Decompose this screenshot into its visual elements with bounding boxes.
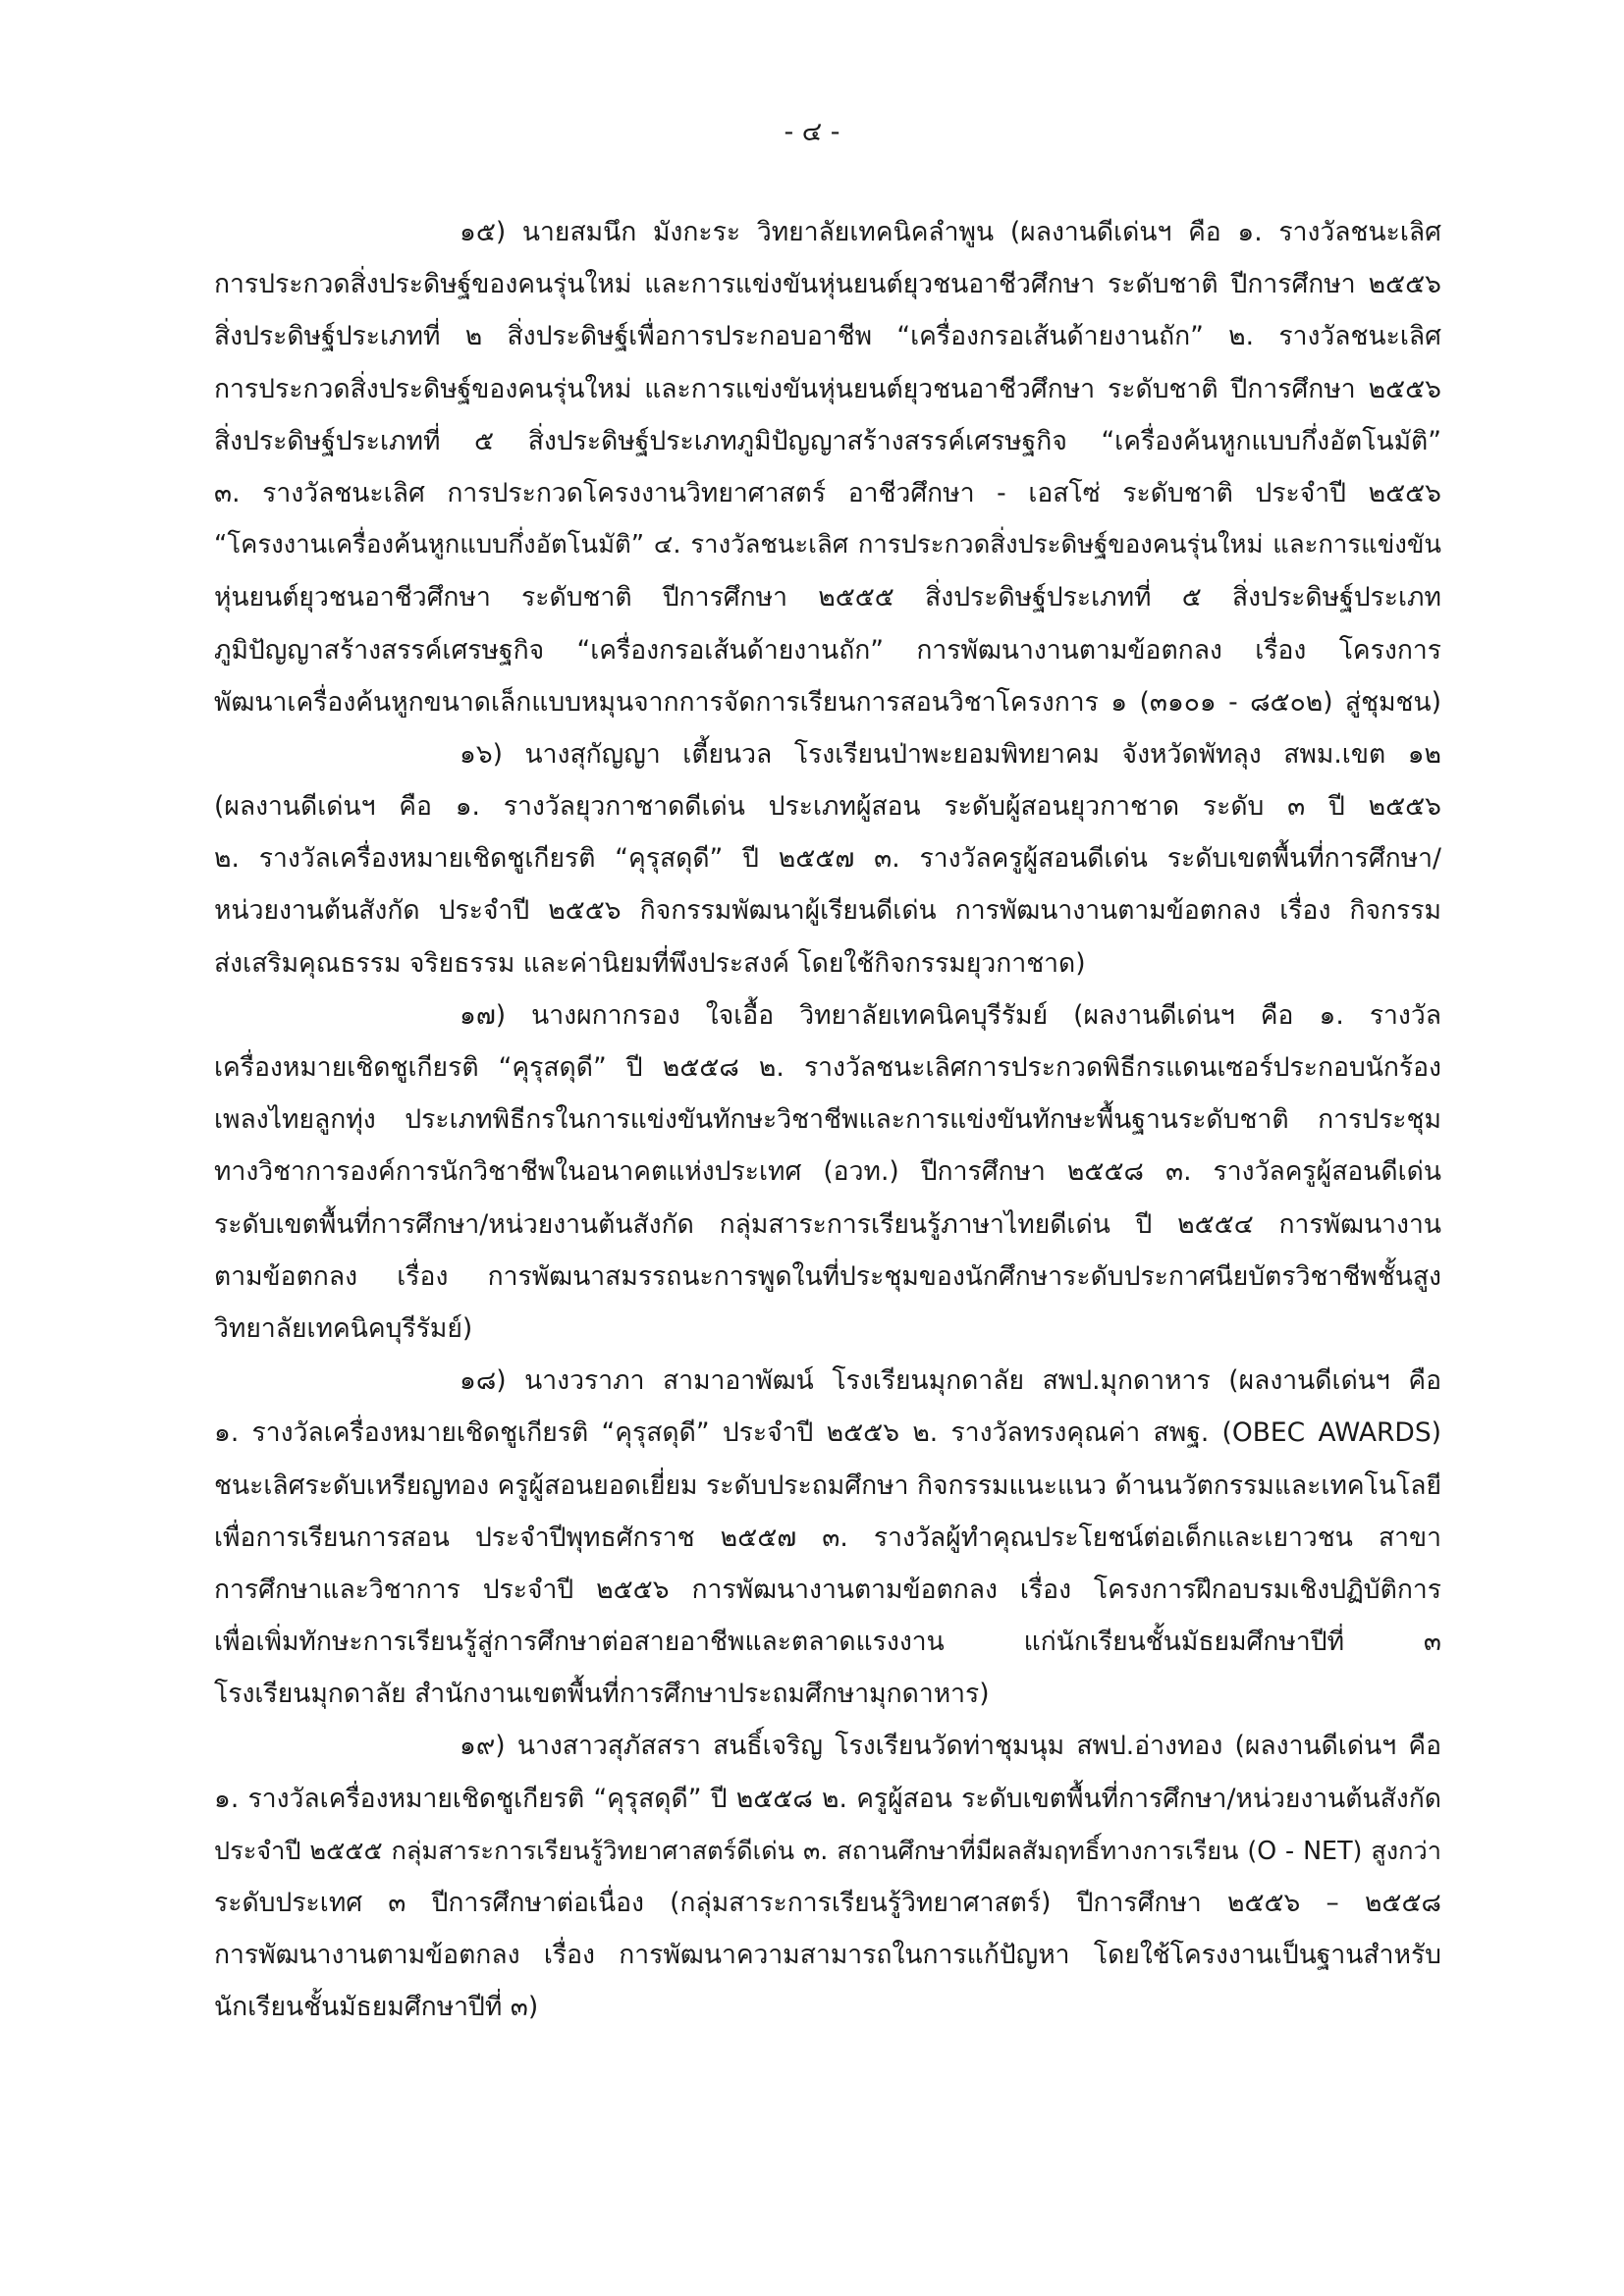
paragraph-line: ๑. รางวัลเครื่องหมายเชิดชูเกียรติ “คุรุสดุดี” ประจำปี ๒๕๕๖ ๒. รางวัลทรงคุณค่า สพฐ. (OBEC AWARDS) bbox=[214, 1417, 1441, 1449]
paragraph-line: เครื่องหมายเชิดชูเกียรติ “คุรุสดุดี” ปี ๒๕๕๘ ๒. รางวัลชนะเลิศการประกวดพิธีกรแดนเซอร์ประกอบนักร้อง bbox=[214, 1052, 1441, 1083]
paragraph-line: การประกวดสิ่งประดิษฐ์ของคนรุ่นใหม่ และการแข่งขันหุ่นยนต์ยุวชนอาชีวศึกษา ระดับชาติ ปีการศึกษา ๒๕๕๖ bbox=[214, 373, 1441, 404]
paragraph-line: ๒. รางวัลเครื่องหมายเชิดชูเกียรติ “คุรุสดุดี” ปี ๒๕๕๗ ๓. รางวัลครูผู้สอนดีเด่น ระดับเขตพื้นที่การศึกษา/ bbox=[214, 843, 1441, 875]
paragraph-line: โรงเรียนมุกดาลัย สำนักงานเขตพื้นที่การศึกษาประถมศึกษามุกดาหาร) bbox=[214, 1679, 990, 1710]
paragraph-first-line: ๑๘) นางวราภา สามาอาพัฒน์ โรงเรียนมุกดาลัย สพป.มุกดาหาร (ผลงานดีเด่นฯ คือ bbox=[460, 1365, 1441, 1397]
paragraph-line: ๓. รางวัลชนะเลิศ การประกวดโครงงานวิทยาศาสตร์ อาชีวศึกษา - เอสโซ่ ระดับชาติ ประจำปี ๒๕๕๖ bbox=[214, 477, 1441, 508]
paragraph-first-line: ๑๙) นางสาวสุภัสสรา สนธิ์เจริญ โรงเรียนวัดท่าชุมนุม สพป.อ่างทอง (ผลงานดีเด่นฯ คือ bbox=[460, 1731, 1441, 1762]
paragraph-line: ภูมิปัญญาสร้างสรรค์เศรษฐกิจ “เครื่องกรอเส้นด้ายงานถัก” การพัฒนางานตามข้อตกลง เรื่อง โครงการ bbox=[214, 634, 1441, 666]
paragraph-line: หน่วยงานต้นสังกัด ประจำปี ๒๕๕๖ กิจกรรมพัฒนาผู้เรียนดีเด่น การพัฒนางานตามข้อตกลง เรื่อง กิจกรรม bbox=[214, 895, 1441, 927]
paragraph-line: ๑. รางวัลเครื่องหมายเชิดชูเกียรติ “คุรุสดุดี” ปี ๒๕๕๘ ๒. ครูผู้สอน ระดับเขตพื้นที่การศึกษา/หน่วยงานต้นสังกัด bbox=[214, 1783, 1441, 1814]
paragraph-line: ระดับเขตพื้นที่การศึกษา/หน่วยงานต้นสังกัด กลุ่มสาระการเรียนรู้ภาษาไทยดีเด่น ปี ๒๕๕๔ การพัฒนางาน bbox=[214, 1208, 1441, 1240]
paragraph-line: ประจำปี ๒๕๕๕ กลุ่มสาระการเรียนรู้วิทยาศาสตร์ดีเด่น ๓. สถานศึกษาที่มีผลสัมฤทธิ์ทางการเรียน (O - NET) สูงกว่า bbox=[214, 1835, 1441, 1865]
paragraph-line: ตามข้อตกลง เรื่อง การพัฒนาสมรรถนะการพูดในที่ประชุมของนักศึกษาระดับประกาศนียบัตรวิชาชีพชั้นสูง bbox=[214, 1260, 1441, 1292]
paragraph-line: การพัฒนางานตามข้อตกลง เรื่อง การพัฒนาความสามารถในการแก้ปัญหา โดยใช้โครงงานเป็นฐานสำหรับ bbox=[214, 1940, 1441, 1971]
paragraph-line: หุ่นยนต์ยุวชนอาชีวศึกษา ระดับชาติ ปีการศึกษา ๒๕๕๕ สิ่งประดิษฐ์ประเภทที่ ๕ สิ่งประดิษฐ์ประเภท bbox=[214, 582, 1441, 614]
paragraph-line: สิ่งประดิษฐ์ประเภทที่ ๕ สิ่งประดิษฐ์ประเภทภูมิปัญญาสร้างสรรค์เศรษฐกิจ “เครื่องค้นหูกแบบกึ่งอัตโนมัติ” bbox=[214, 425, 1441, 456]
paragraph-line: ชนะเลิศระดับเหรียญทอง ครูผู้สอนยอดเยี่ยม ระดับประถมศึกษา กิจกรรมแนะแนว ด้านนวัตกรรมและเทคโนโลยี bbox=[214, 1469, 1441, 1501]
paragraph-line: (ผลงานดีเด่นฯ คือ ๑. รางวัลยุวกาชาดดีเด่น ประเภทผู้สอน ระดับผู้สอนยุวกาชาด ระดับ ๓ ปี ๒๕๕๖ bbox=[214, 791, 1441, 823]
paragraph-line: นักเรียนชั้นมัธยมศึกษาปีที่ ๓) bbox=[214, 1992, 539, 2023]
paragraph-line: วิทยาลัยเทคนิคบุรีรัมย์) bbox=[214, 1312, 473, 1344]
paragraph-line: “โครงงานเครื่องค้นหูกแบบกึ่งอัตโนมัติ” ๔. รางวัลชนะเลิศ การประกวดสิ่งประดิษฐ์ของคนรุ่นใหม่ และการแข่งขัน bbox=[214, 530, 1441, 561]
paragraph-line: ระดับประเทศ ๓ ปีการศึกษาต่อเนื่อง (กลุ่มสาระการเรียนรู้วิทยาศาสตร์) ปีการศึกษา ๒๕๕๖ – ๒๕๕๘ bbox=[214, 1888, 1441, 1918]
paragraph-line: เพื่อการเรียนการสอน ประจำปีพุทธศักราช ๒๕๕๗ ๓. รางวัลผู้ทำคุณประโยชน์ต่อเด็กและเยาวชน สาขา bbox=[214, 1522, 1441, 1553]
paragraph-line: เพลงไทยลูกทุ่ง ประเภทพิธีกรในการแข่งขันทักษะวิชาชีพและการแข่งขันทักษะพื้นฐานระดับชาติ การประชุม bbox=[214, 1104, 1441, 1136]
paragraph-line: ส่งเสริมคุณธรรม จริยธรรม และค่านิยมที่พึงประสงค์ โดยใช้กิจกรรมยุวกาชาด) bbox=[214, 947, 1086, 979]
document-body bbox=[214, 206, 1441, 2034]
paragraph-line: ทางวิชาการองค์การนักวิชาชีพในอนาคตแห่งประเทศ (อวท.) ปีการศึกษา ๒๕๕๘ ๓. รางวัลครูผู้สอนดีเด่น bbox=[214, 1156, 1441, 1188]
page-number: - ๔ - bbox=[784, 117, 840, 147]
paragraph-line: พัฒนาเครื่องค้นหูกขนาดเล็กแบบหมุนจากการจัดการเรียนการสอนวิชาโครงการ ๑ (๓๑๐๑ - ๘๕๐๒) สู่ชุมชน) bbox=[214, 686, 1441, 718]
paragraph-first-line: ๑๕) นายสมนึก มังกะระ วิทยาลัยเทคนิคลำพูน (ผลงานดีเด่นฯ คือ ๑. รางวัลชนะเลิศ bbox=[460, 217, 1441, 247]
paragraph-first-line: ๑๗) นางผกากรอง ใจเอื้อ วิทยาลัยเทคนิคบุรีรัมย์ (ผลงานดีเด่นฯ คือ ๑. รางวัล bbox=[460, 999, 1441, 1031]
paragraph-line: เพื่อเพิ่มทักษะการเรียนรู้สู่การศึกษาต่อสายอาชีพและตลาดแรงงาน แก่นักเรียนชั้นมัธยมศึกษาปีที่ ๓ bbox=[214, 1627, 1441, 1658]
paragraph-line: การศึกษาและวิชาการ ประจำปี ๒๕๕๖ การพัฒนางานตามข้อตกลง เรื่อง โครงการฝึกอบรมเชิงปฏิบัติการ bbox=[214, 1574, 1441, 1605]
paragraph-line: สิ่งประดิษฐ์ประเภทที่ ๒ สิ่งประดิษฐ์เพื่อการประกอบอาชีพ “เครื่องกรอเส้นด้ายงานถัก” ๒. รางวัลชนะเลิศ bbox=[214, 321, 1441, 352]
paragraph-first-line: ๑๖) นางสุกัญญา เตี้ยนวล โรงเรียนป่าพะยอมพิทยาคม จังหวัดพัทลุง สพม.เขต ๑๒ bbox=[460, 738, 1441, 770]
paragraph-line: การประกวดสิ่งประดิษฐ์ของคนรุ่นใหม่ และการแข่งขันหุ่นยนต์ยุวชนอาชีวศึกษา ระดับชาติ ปีการศึกษา ๒๕๕๖ bbox=[214, 269, 1441, 300]
